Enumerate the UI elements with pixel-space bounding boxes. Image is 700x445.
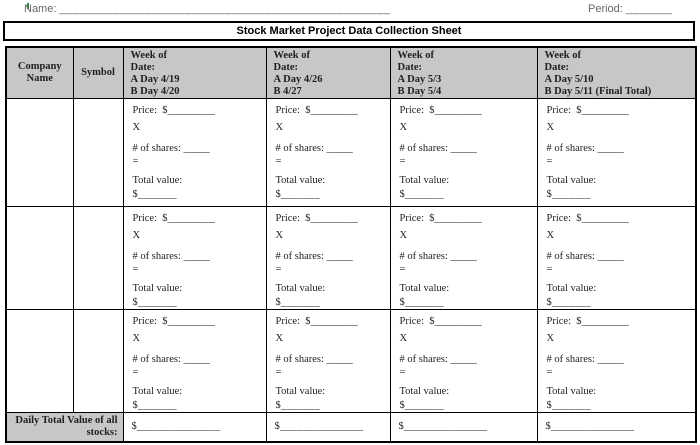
multiply-sign: X [546, 333, 555, 344]
week-of-line: Week of [273, 50, 310, 61]
stock-entry-cell [537, 310, 696, 413]
shares-line: # of shares: _____ [132, 354, 210, 365]
stock-row [6, 310, 696, 413]
equals-sign: = [546, 367, 553, 378]
equals-sign: = [546, 156, 553, 167]
multiply-sign: X [546, 122, 555, 133]
multiply-sign: X [275, 122, 284, 133]
equals-sign: = [275, 156, 282, 167]
shares-line: # of shares: _____ [546, 251, 624, 262]
shares-line: # of shares: _____ [546, 354, 624, 365]
a-day-line: A Day 4/26 [273, 74, 323, 85]
total-value-label: Total value: [399, 386, 450, 397]
stock-entry-cell [537, 99, 696, 207]
date-line: Date: [130, 62, 155, 73]
shares-line: # of shares: _____ [132, 251, 210, 262]
total-value-label: Total value: [275, 283, 326, 294]
multiply-sign: X [399, 122, 408, 133]
total-value-label: Total value: [132, 175, 183, 186]
stock-entry-cell [266, 99, 390, 207]
b-day-line: B 4/27 [273, 86, 302, 97]
column-header-week-4 [537, 47, 696, 99]
total-value-label: Total value: [132, 386, 183, 397]
total-value-label: Total value: [275, 175, 326, 186]
shares-line: # of shares: _____ [399, 143, 477, 154]
stock-entry-cell [123, 207, 266, 310]
price-line: Price: $_________ [546, 316, 629, 327]
total-value-label: Total value: [546, 283, 597, 294]
column-header-symbol: Symbol [73, 47, 123, 99]
shares-line: # of shares: _____ [546, 143, 624, 154]
date-line: Date: [544, 62, 569, 73]
a-day-line: A Day 4/19 [130, 74, 180, 85]
multiply-sign: X [546, 230, 555, 241]
equals-sign: = [399, 264, 406, 275]
shares-line: # of shares: _____ [399, 354, 477, 365]
total-value-label: Total value: [132, 283, 183, 294]
total-value-blank: $_______ [275, 189, 320, 200]
symbol-cell [73, 99, 123, 207]
shares-line: # of shares: _____ [275, 143, 353, 154]
column-header-week-2 [266, 47, 390, 99]
price-line: Price: $_________ [132, 105, 215, 116]
total-value-blank: $_______ [546, 189, 591, 200]
column-header-week-3 [390, 47, 537, 99]
price-line: Price: $_________ [399, 316, 482, 327]
price-line: Price: $_________ [546, 105, 629, 116]
total-value-blank: $_______ [399, 189, 444, 200]
total-value-label: Total value: [546, 386, 597, 397]
total-value-label: Total value: [399, 175, 450, 186]
date-line: Date: [397, 62, 422, 73]
a-day-line: A Day 5/10 [544, 74, 594, 85]
multiply-sign: X [132, 333, 141, 344]
daily-total-label-cell: Daily Total Value of all stocks: [6, 413, 123, 442]
equals-sign: = [546, 264, 553, 275]
stock-row [6, 99, 696, 207]
multiply-sign: X [132, 122, 141, 133]
name-field [24, 3, 390, 15]
company-name-cell [6, 207, 73, 310]
stock-entry-cell [537, 207, 696, 310]
total-value-blank: $_______ [546, 297, 591, 308]
multiply-sign: X [399, 230, 408, 241]
top-fields [0, 3, 700, 18]
column-header-week-1 [123, 47, 266, 99]
stock-entry-cell [390, 310, 537, 413]
equals-sign: = [132, 156, 139, 167]
b-day-line: B Day 5/4 [397, 86, 442, 97]
week-of-line: Week of [130, 50, 167, 61]
total-value-blank: $_______ [132, 297, 177, 308]
total-value-blank: $_______ [275, 400, 320, 411]
stock-entry-cell [266, 310, 390, 413]
price-line: Price: $_________ [132, 316, 215, 327]
daily-total-value-cell: $_______________ [266, 413, 390, 442]
daily-total-value-cell: $_______________ [123, 413, 266, 442]
price-line: Price: $_________ [399, 213, 482, 224]
week-of-line: Week of [397, 50, 434, 61]
multiply-sign: X [399, 333, 408, 344]
multiply-sign: X [275, 333, 284, 344]
equals-sign: = [275, 264, 282, 275]
price-line: Price: $_________ [275, 105, 358, 116]
stock-entry-cell [123, 99, 266, 207]
total-value-label: Total value: [546, 175, 597, 186]
equals-sign: = [399, 367, 406, 378]
price-line: Price: $_________ [275, 213, 358, 224]
period-label: Period: [588, 3, 623, 15]
total-value-label: Total value: [399, 283, 450, 294]
b-day-line: B Day 4/20 [130, 86, 180, 97]
name-blank-line: __________________________________________________ [59, 3, 391, 15]
period-blank-line: _______ [625, 3, 673, 15]
sheet-title: Stock Market Project Data Collection Sheet [236, 25, 462, 37]
equals-sign: = [132, 367, 139, 378]
symbol-cell [73, 310, 123, 413]
price-line: Price: $_________ [275, 316, 358, 327]
daily-total-row [6, 413, 696, 442]
stock-entry-cell [266, 207, 390, 310]
stock-row [6, 207, 696, 310]
total-value-blank: $_______ [132, 400, 177, 411]
daily-total-value-cell: $_______________ [390, 413, 537, 442]
shares-line: # of shares: _____ [275, 251, 353, 262]
title-banner [3, 21, 695, 41]
period-field [588, 3, 672, 15]
total-value-blank: $_______ [275, 297, 320, 308]
equals-sign: = [399, 156, 406, 167]
multiply-sign: X [275, 230, 284, 241]
stock-entry-cell [390, 99, 537, 207]
equals-sign: = [275, 367, 282, 378]
name-label: Name: [24, 3, 57, 15]
header-row [6, 47, 696, 99]
total-value-blank: $_______ [399, 297, 444, 308]
equals-sign: = [132, 264, 139, 275]
symbol-cell [73, 207, 123, 310]
price-line: Price: $_________ [132, 213, 215, 224]
price-line: Price: $_________ [399, 105, 482, 116]
shares-line: # of shares: _____ [399, 251, 477, 262]
shares-line: # of shares: _____ [275, 354, 353, 365]
shares-line: # of shares: _____ [132, 143, 210, 154]
date-line: Date: [273, 62, 298, 73]
total-value-label: Total value: [275, 386, 326, 397]
week-of-line: Week of [544, 50, 581, 61]
company-name-cell [6, 99, 73, 207]
a-day-line: A Day 5/3 [397, 74, 442, 85]
multiply-sign: X [132, 230, 141, 241]
column-header-company: Company Name [6, 47, 73, 99]
collection-table [5, 46, 697, 443]
b-day-line: B Day 5/11 (Final Total) [544, 86, 652, 97]
price-line: Price: $_________ [546, 213, 629, 224]
daily-total-value-cell: $_______________ [537, 413, 696, 442]
stock-entry-cell [390, 207, 537, 310]
company-name-cell [6, 310, 73, 413]
stock-entry-cell [123, 310, 266, 413]
total-value-blank: $_______ [546, 400, 591, 411]
total-value-blank: $_______ [132, 189, 177, 200]
total-value-blank: $_______ [399, 400, 444, 411]
